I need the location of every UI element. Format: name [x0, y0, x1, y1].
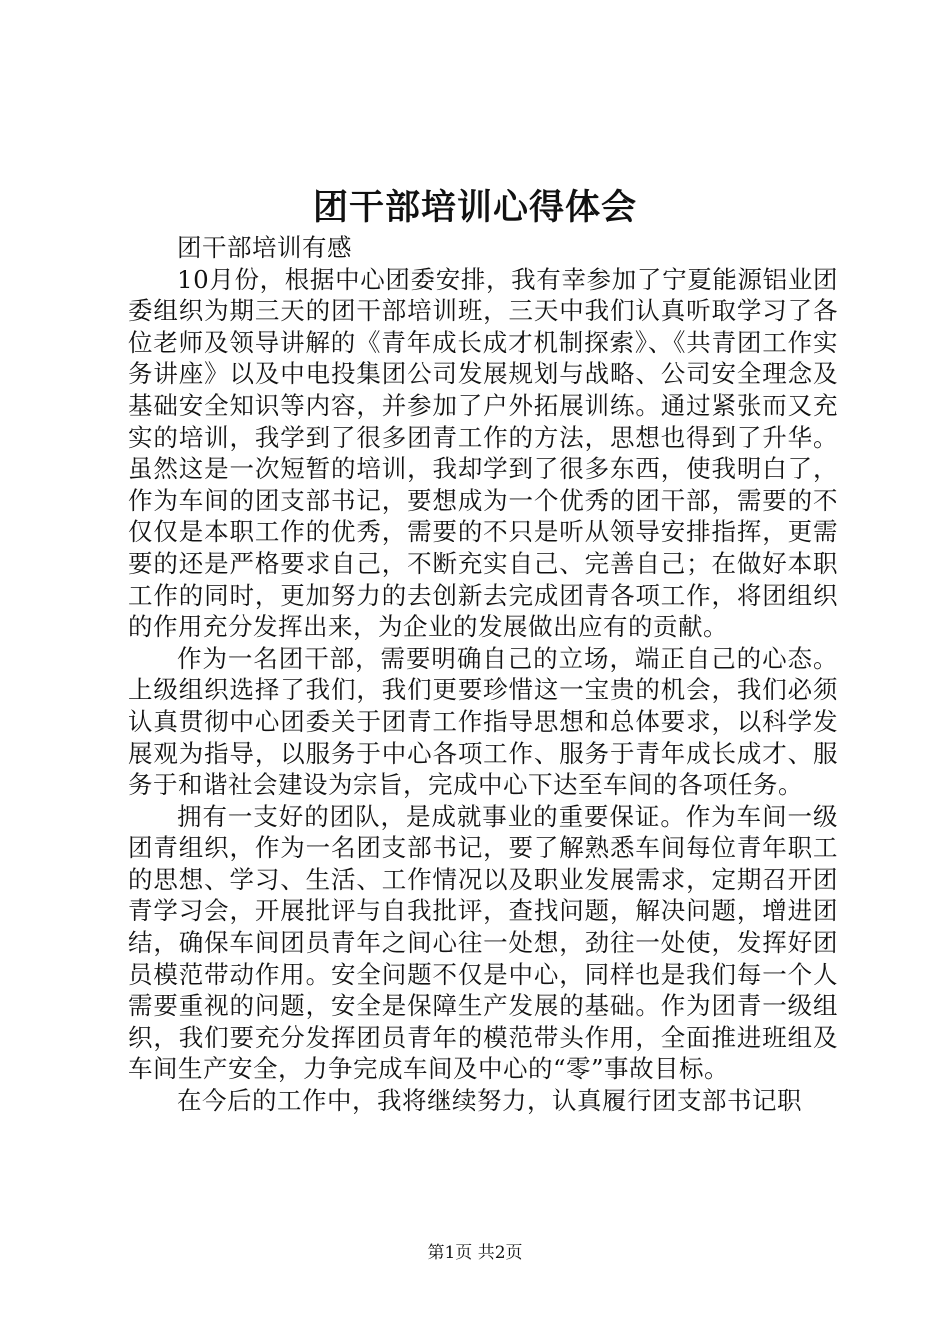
paragraph: 10月份，根据中心团委安排，我有幸参加了宁夏能源铝业团委组织为期三天的团干部培训班，三天中我们认真听取学习了各位老师及领导讲解的《青年成长成才机制探索》、《共青团工作实务讲座》以及中电投集团公司发展规划与战略、公司安全理念及基础安全知识等内容，并参加了户外拓展训练。通过紧张而又充实的培训，我学到了很多团青工作的方法，思想也得到了升华。虽然这是一次短暂的培训，我却学到了很多东西，使我明白了，作为车间的团支部书记，要想成为一个优秀的团干部，需要的不仅仅是本职工作的优秀，需要的不只是听从领导安排指挥，更需要的还是严格要求自己，不断充实自己、完善自己；在做好本职工作的同时，更加努力的去创新去完成团青各项工作，将团组织的作用充分发挥出来，为企业的发展做出应有的贡献。 — [128, 264, 838, 642]
paragraph: 作为一名团干部，需要明确自己的立场，端正自己的心态。上级组织选择了我们，我们更要珍惜这一宝贵的机会，我们必须认真贯彻中心团委关于团青工作指导思想和总体要求，以科学发展观为指导，以服务于中心各项工作、服务于青年成长成才、服务于和谐社会建设为宗旨，完成中心下达至车间的各项任务。 — [128, 643, 838, 800]
paragraph-subtitle: 团干部培训有感 — [177, 233, 352, 262]
page-number-footer: 第1页 共2页 — [427, 1243, 523, 1263]
document-body — [128, 232, 838, 1117]
paragraph: 在今后的工作中，我将继续努力，认真履行团支部书记职 — [177, 1086, 802, 1116]
paragraph: 拥有一支好的团队，是成就事业的重要保证。作为车间一级团青组织，作为一名团支部书记，要了解熟悉车间每位青年职工的思想、学习、生活、工作情况以及职业发展需求，定期召开团青学习会，开展批评与自我批评，查找问题，解决问题，增进团结，确保车间团员青年之间心往一处想，劲往一处使，发挥好团员模范带动作用。安全问题不仅是中心，同样也是我们每一个人需要重视的问题，安全是保障生产发展的基础。作为团青一级组织，我们要充分发挥团员青年的模范带头作用，全面推进班组及车间生产安全，力争完成车间及中心的“零”事故目标。 — [128, 801, 838, 1084]
page-title: 团干部培训心得体会 — [312, 187, 637, 228]
